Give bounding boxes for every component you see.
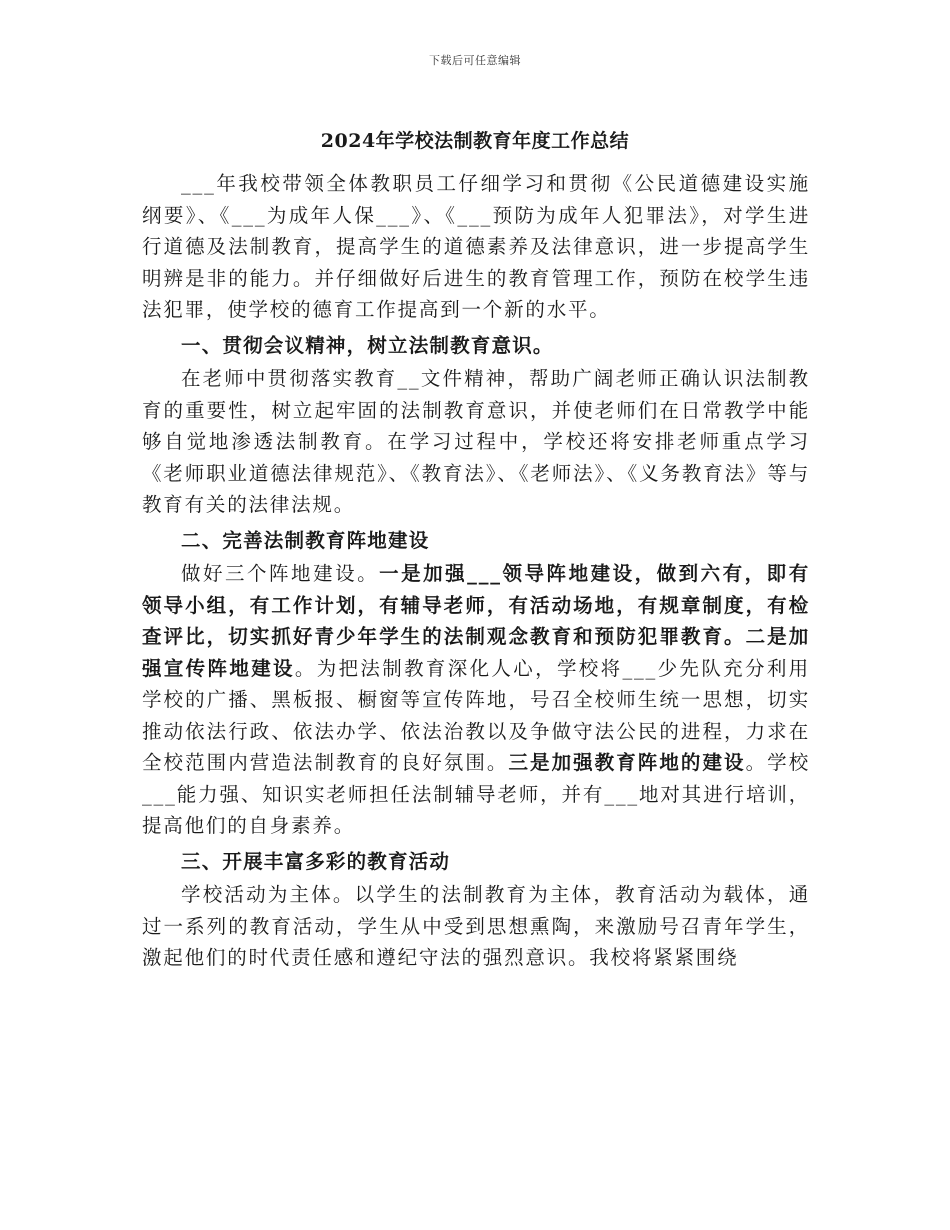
section-2-paragraph <box>142 558 810 842</box>
document-title: 2024年学校法制教育年度工作总结 <box>320 130 630 152</box>
section-2-bold-2: 三是加强教育阵地的建设 <box>508 751 746 774</box>
document-body <box>142 168 810 974</box>
section-2-bold-1: 一是加强___领导阵地建设，做到六有，即有领导小组，有工作计划，有辅导老师，有活动场地，有规章制度，有检查评比，切实抓好青少年学生的法制观念教育和预防犯罪教育。二是加强宣传阵地建设 <box>142 562 810 680</box>
section-3-heading: 三、开展丰富多彩的教育活动 <box>181 849 451 873</box>
intro-paragraph: ___年我校带领全体教职员工仔细学习和贯彻《公民道德建设实施纲要》、《___为成年人保___》、《___预防为成年人犯罪法》，对学生进行道德及法制教育，提高学生的道德素养及法律意识，进一步提高学生明辨是非的能力。并仔细做好后进生的教育管理工作，预防在校学生违法犯罪，使学校的德育工作提高到一个新的水平。 <box>142 172 810 321</box>
section-2-text-2: 。为把法制教育深化人心，学校将___少先队充分利用学校的广播、黑板报、橱窗等宣传阵地，号召全校师生统一思想，切实推动依法行政、依法办学、依法治教以及争做守法公民的进程，力求在全校范围内营造法制教育的良好氛围。 <box>142 656 810 774</box>
section-2-text-3: 。学校___能力强、知识实老师担任法制辅导老师，并有___地对其进行培训，提高他们的自身素养。 <box>142 751 810 837</box>
section-1-paragraph: 在老师中贯彻落实教育__文件精神，帮助广阔老师正确认识法制教育的重要性，树立起牢固的法制教育意识，并使老师们在日常教学中能够自觉地渗透法制教育。在学习过程中，学校还将安排老师重点学习《老师职业道德法律规范》、《教育法》、《老师法》、《义务教育法》等与教育有关的法律法规。 <box>142 367 810 516</box>
section-2-text-1: 做好三个阵地建设。 <box>181 562 380 585</box>
header-note: 下载后可任意编辑 <box>429 54 521 67</box>
section-3-paragraph: 学校活动为主体。以学生的法制教育为主体，教育活动为载体，通过一系列的教育活动，学生从中受到思想熏陶，来激励号召青年学生，激起他们的时代责任感和遵纪守法的强烈意识。我校将紧紧围绕 <box>142 883 810 969</box>
section-1-heading: 一、贯彻会议精神，树立法制教育意识。 <box>181 333 554 357</box>
section-2-heading: 二、完善法制教育阵地建设 <box>181 528 430 552</box>
